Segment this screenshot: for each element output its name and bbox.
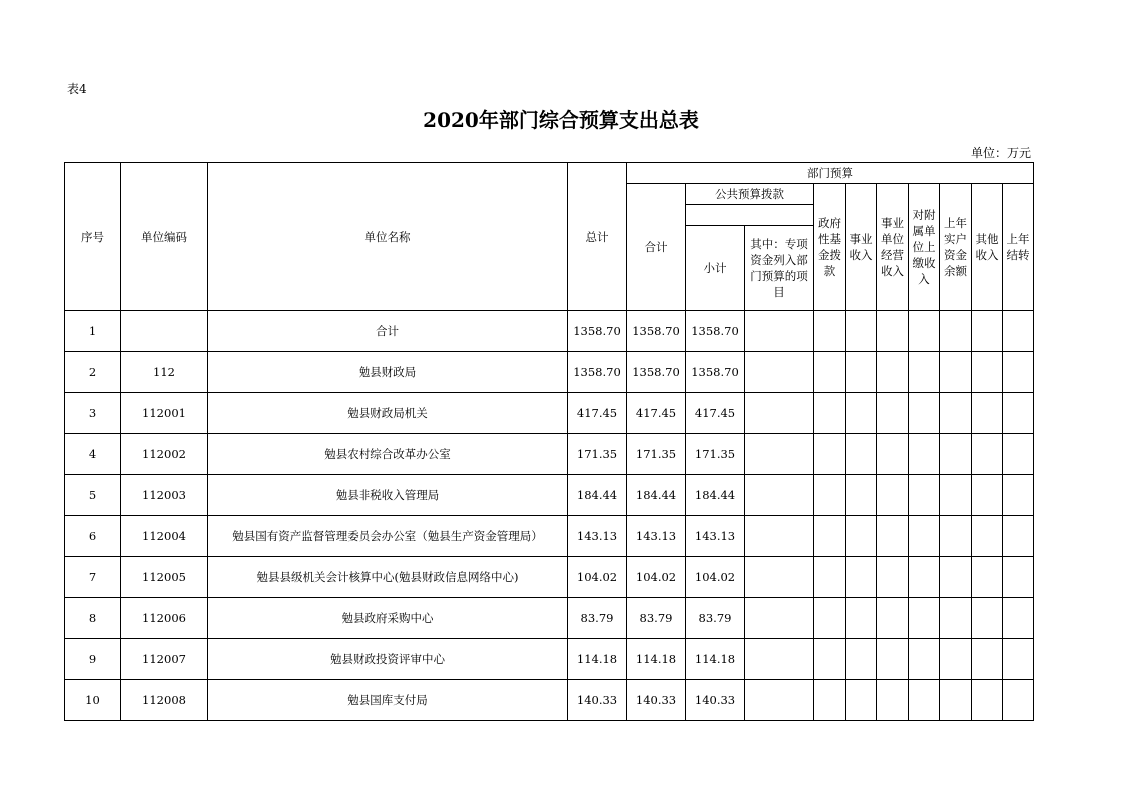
row-code: 112005	[121, 557, 208, 598]
row-empty-cell	[814, 598, 846, 639]
row-seq: 7	[65, 557, 121, 598]
table-row	[65, 598, 1034, 639]
row-empty-cell	[814, 516, 846, 557]
table-row	[65, 557, 1034, 598]
row-code: 112003	[121, 475, 208, 516]
row-heji: 1358.70	[627, 352, 686, 393]
row-empty-cell	[1003, 516, 1034, 557]
row-heji: 184.44	[627, 475, 686, 516]
row-subtotal: 171.35	[686, 434, 745, 475]
row-seq: 3	[65, 393, 121, 434]
header-code: 单位编码	[121, 163, 208, 311]
row-total: 143.13	[568, 516, 627, 557]
row-name: 勉县农村综合改革办公室	[208, 434, 568, 475]
row-empty-cell	[909, 311, 940, 352]
row-total: 1358.70	[568, 352, 627, 393]
header-dept-budget: 部门预算	[627, 163, 1034, 184]
row-empty-cell	[877, 434, 909, 475]
row-empty-cell	[814, 352, 846, 393]
row-empty-cell	[814, 680, 846, 721]
row-empty-cell	[745, 557, 814, 598]
row-empty-cell	[846, 639, 877, 680]
row-subtotal: 104.02	[686, 557, 745, 598]
row-empty-cell	[745, 475, 814, 516]
row-empty-cell	[1003, 598, 1034, 639]
header-gov-fund: 政府性基金拨款	[814, 184, 846, 311]
row-heji: 1358.70	[627, 311, 686, 352]
row-name: 合计	[208, 311, 568, 352]
row-subtotal: 140.33	[686, 680, 745, 721]
header-spacer	[686, 205, 814, 226]
row-empty-cell	[940, 352, 972, 393]
row-empty-cell	[745, 598, 814, 639]
row-empty-cell	[940, 680, 972, 721]
row-empty-cell	[1003, 557, 1034, 598]
row-empty-cell	[877, 639, 909, 680]
row-empty-cell	[1003, 352, 1034, 393]
row-empty-cell	[846, 557, 877, 598]
row-empty-cell	[972, 475, 1003, 516]
row-seq: 2	[65, 352, 121, 393]
row-code: 112002	[121, 434, 208, 475]
row-seq: 9	[65, 639, 121, 680]
row-total: 417.45	[568, 393, 627, 434]
row-code: 112001	[121, 393, 208, 434]
row-empty-cell	[909, 516, 940, 557]
header-business-income: 事业收入	[846, 184, 877, 311]
header-subordinate-income: 对附属单位上缴收入	[909, 184, 940, 311]
table-row	[65, 393, 1034, 434]
row-empty-cell	[1003, 311, 1034, 352]
row-empty-cell	[909, 475, 940, 516]
row-subtotal: 417.45	[686, 393, 745, 434]
row-empty-cell	[940, 393, 972, 434]
budget-table	[64, 162, 1034, 721]
row-empty-cell	[1003, 434, 1034, 475]
row-empty-cell	[972, 557, 1003, 598]
header-subtotal: 小计	[686, 226, 745, 311]
row-code: 112	[121, 352, 208, 393]
row-empty-cell	[877, 393, 909, 434]
row-empty-cell	[972, 639, 1003, 680]
row-empty-cell	[972, 680, 1003, 721]
row-subtotal: 143.13	[686, 516, 745, 557]
row-empty-cell	[1003, 393, 1034, 434]
table-number: 表4	[67, 82, 87, 96]
row-empty-cell	[877, 557, 909, 598]
row-empty-cell	[814, 475, 846, 516]
row-total: 1358.70	[568, 311, 627, 352]
row-heji: 83.79	[627, 598, 686, 639]
row-empty-cell	[972, 598, 1003, 639]
row-empty-cell	[745, 434, 814, 475]
row-total: 184.44	[568, 475, 627, 516]
row-empty-cell	[745, 680, 814, 721]
header-other-income: 其他收入	[972, 184, 1003, 311]
row-total: 104.02	[568, 557, 627, 598]
table-row	[65, 434, 1034, 475]
row-subtotal: 1358.70	[686, 352, 745, 393]
unit-label: 单位：万元	[970, 146, 1031, 160]
row-empty-cell	[745, 352, 814, 393]
row-name: 勉县财政局机关	[208, 393, 568, 434]
table-row	[65, 639, 1034, 680]
row-empty-cell	[909, 680, 940, 721]
row-empty-cell	[846, 352, 877, 393]
row-empty-cell	[846, 598, 877, 639]
row-subtotal: 184.44	[686, 475, 745, 516]
row-empty-cell	[972, 311, 1003, 352]
row-empty-cell	[745, 639, 814, 680]
row-empty-cell	[877, 475, 909, 516]
row-empty-cell	[909, 393, 940, 434]
row-empty-cell	[940, 434, 972, 475]
row-empty-cell	[940, 639, 972, 680]
row-empty-cell	[877, 680, 909, 721]
row-subtotal: 83.79	[686, 598, 745, 639]
header-total: 总计	[568, 163, 627, 311]
row-seq: 10	[65, 680, 121, 721]
row-empty-cell	[877, 352, 909, 393]
header-last-year-carry: 上年结转	[1003, 184, 1034, 311]
row-seq: 4	[65, 434, 121, 475]
page-title: 2020年部门综合预算支出总表	[423, 108, 699, 132]
row-empty-cell	[877, 598, 909, 639]
row-empty-cell	[814, 393, 846, 434]
row-empty-cell	[814, 557, 846, 598]
table-row	[65, 475, 1034, 516]
row-empty-cell	[745, 311, 814, 352]
row-subtotal: 1358.70	[686, 311, 745, 352]
row-empty-cell	[877, 311, 909, 352]
row-seq: 1	[65, 311, 121, 352]
row-seq: 8	[65, 598, 121, 639]
header-public-budget: 公共预算拨款	[686, 184, 814, 205]
row-seq: 6	[65, 516, 121, 557]
row-empty-cell	[846, 311, 877, 352]
row-name: 勉县财政投资评审中心	[208, 639, 568, 680]
header-special: 其中：专项资金列入部门预算的项目	[745, 226, 814, 311]
row-empty-cell	[909, 434, 940, 475]
row-heji: 143.13	[627, 516, 686, 557]
header-last-year-balance: 上年实户资金余额	[940, 184, 972, 311]
row-heji: 171.35	[627, 434, 686, 475]
row-name: 勉县非税收入管理局	[208, 475, 568, 516]
row-empty-cell	[940, 475, 972, 516]
header-operating-income: 事业单位经营收入	[877, 184, 909, 311]
row-empty-cell	[940, 598, 972, 639]
row-empty-cell	[972, 352, 1003, 393]
row-code: 112007	[121, 639, 208, 680]
row-empty-cell	[745, 393, 814, 434]
row-heji: 104.02	[627, 557, 686, 598]
row-empty-cell	[877, 516, 909, 557]
row-name: 勉县国库支付局	[208, 680, 568, 721]
row-empty-cell	[909, 598, 940, 639]
row-empty-cell	[940, 516, 972, 557]
row-empty-cell	[846, 393, 877, 434]
row-empty-cell	[846, 516, 877, 557]
row-code: 112004	[121, 516, 208, 557]
row-empty-cell	[972, 516, 1003, 557]
header-seq: 序号	[65, 163, 121, 311]
row-subtotal: 114.18	[686, 639, 745, 680]
row-empty-cell	[1003, 680, 1034, 721]
row-empty-cell	[972, 434, 1003, 475]
row-name: 勉县政府采购中心	[208, 598, 568, 639]
row-empty-cell	[940, 311, 972, 352]
row-empty-cell	[909, 639, 940, 680]
row-empty-cell	[846, 475, 877, 516]
row-heji: 417.45	[627, 393, 686, 434]
row-total: 83.79	[568, 598, 627, 639]
row-total: 171.35	[568, 434, 627, 475]
table-row	[65, 680, 1034, 721]
table-row	[65, 516, 1034, 557]
row-empty-cell	[1003, 639, 1034, 680]
row-empty-cell	[909, 557, 940, 598]
header-name: 单位名称	[208, 163, 568, 311]
row-heji: 114.18	[627, 639, 686, 680]
row-empty-cell	[745, 516, 814, 557]
row-code: 112006	[121, 598, 208, 639]
row-empty-cell	[909, 352, 940, 393]
table-row	[65, 352, 1034, 393]
row-heji: 140.33	[627, 680, 686, 721]
row-empty-cell	[814, 311, 846, 352]
table-row	[65, 311, 1034, 352]
row-name: 勉县国有资产监督管理委员会办公室（勉县生产资金管理局）	[208, 516, 568, 557]
row-total: 140.33	[568, 680, 627, 721]
row-empty-cell	[814, 639, 846, 680]
row-empty-cell	[940, 557, 972, 598]
row-code	[121, 311, 208, 352]
row-total: 114.18	[568, 639, 627, 680]
row-name: 勉县县级机关会计核算中心(勉县财政信息网络中心)	[208, 557, 568, 598]
row-empty-cell	[972, 393, 1003, 434]
header-heji: 合计	[627, 184, 686, 311]
row-empty-cell	[846, 434, 877, 475]
row-code: 112008	[121, 680, 208, 721]
row-name: 勉县财政局	[208, 352, 568, 393]
row-empty-cell	[814, 434, 846, 475]
row-seq: 5	[65, 475, 121, 516]
row-empty-cell	[1003, 475, 1034, 516]
row-empty-cell	[846, 680, 877, 721]
